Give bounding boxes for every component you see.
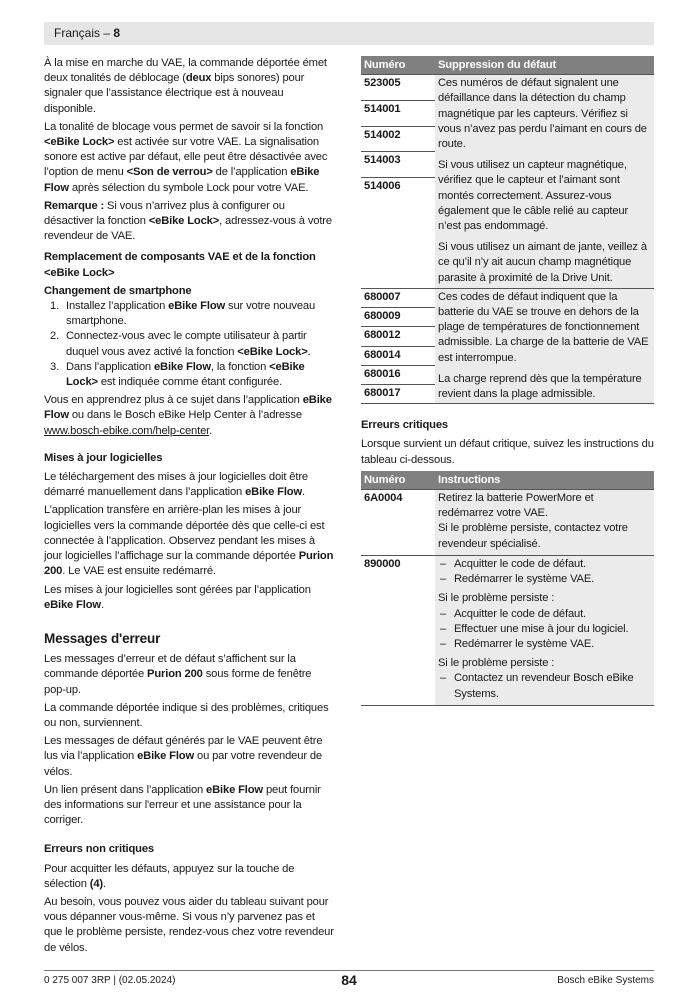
critical-table [361,471,654,706]
col-number-header: Numéro [361,56,435,75]
lock-tone-paragraph: La tonalité de blocage vous permet de savoir si la fonction <eBike Lock> est activée sur votre VAE. La signalisation sonore est active par défaut, elle peut être désactivée avec l’option de menu <Son de verrou> de l’application eBike Flow après sélection du symbole Lock pour votre VAE. [44,120,328,194]
right-column [361,56,654,706]
instruction-cell: – Acquitter le code de défaut. – Redémarrer le système VAE. Si le problème persiste : – Acquitter le code de défaut. – Effectuer une mise à jour du logiciel. – Redémarrer le système VAE. Si le problème persiste : – Contactez un revendeur Bosch eBike Systems. [435,555,654,705]
left-column [44,56,334,959]
error-code: 680014 [361,346,435,365]
help-center-link[interactable]: www.bosch-ebike.com/help-center [44,424,210,437]
instruction-cell: Retirez la batterie PowerMore et redémarrez votre VAE. Si le problème persiste, contactez votre revendeur spécialisé. [435,490,654,556]
critical-heading: Erreurs critiques [361,419,448,432]
errors-link-paragraph: Un lien présent dans l’application eBike Flow peut fournir des informations sur l'erreur et une assistance pour la corriger. [44,783,321,827]
brand-name: Bosch eBike Systems [557,975,654,986]
errors-heading: Messages d'erreur [44,630,161,646]
step-item: 1. Installez l’application eBike Flow sur votre nouveau smartphone. [50,300,316,328]
critical-intro: Lorsque survient un défaut critique, suivez les instructions du tableau ci-dessous. [361,438,654,466]
noncritical-heading: Erreurs non critiques [44,843,154,856]
table-row [361,555,654,705]
troubleshoot-paragraph: Au besoin, vous pouvez vous aider du tableau suivant pour vous dépanner vous-même. Si vous n’y parvenez pas et que le problème persiste, rendez-vous chez votre revendeur de vélos. [44,895,334,954]
errors-indicate-paragraph: La commande déportée indique si des problèmes, critiques ou non, surviennent. [44,701,329,729]
noncritical-table [361,56,654,404]
header-label: Français – 8 [54,26,121,40]
error-code: 514003 [361,152,435,178]
acknowledge-paragraph: Pour acquitter les défauts, appuyez sur la touche de sélection (4). [44,862,295,890]
help-paragraph: Vous en apprendrez plus à ce sujet dans l’application eBike Flow ou dans le Bosch eBike Help Center à l’adresse www.bosch-ebike.com/help-center. [44,394,332,437]
col-number-header: Numéro [361,471,435,490]
step-item: 3. Dans l’application eBike Flow, la fonction <eBike Lock> est indiquée comme étant configurée. [50,360,305,389]
table-row [361,490,654,556]
update-download-paragraph: Le téléchargement des mises à jour logicielles doit être démarré manuellement dans l’application eBike Flow. [44,471,308,499]
error-code: 680009 [361,308,435,327]
error-code: 514001 [361,100,435,126]
updates-heading: Mises à jour logicielles [44,451,163,464]
error-code: 890000 [361,555,435,705]
fix-cell: Ces numéros de défaut signalent une défaillance dans la détection du champ magnétique par les capteurs. Vérifiez si vous n’avez pas perdu l’aimant en cours de route. Si vous utilisez un capteur magnétique, vérifiez que le capteur et l’aimant sont montés correctement. Assurez-vous également que le câble relié au capteur n’est pas endommagé. Si vous utilisez un aimant de jante, veillez à ce qu’il n’y ait aucun champ magnétique parasite à proximité de la Drive Unit. [435,75,654,289]
col-instructions-header: Instructions [435,471,654,490]
errors-read-paragraph: Les messages de défaut générés par le VAE peuvent être lus via l’application eBike Flow ou par votre revendeur de vélos. [44,735,323,778]
errors-popup-paragraph: Les messages d’erreur et de défaut s’affichent sur la commande déportée Purion 200 sous forme de fenêtre pop-up. [44,653,312,696]
error-code: 6A0004 [361,490,435,556]
replace-heading: Remplacement de composants VAE et de la fonction <eBike Lock> [44,251,316,279]
error-code: 680012 [361,327,435,346]
error-code: 680017 [361,385,435,404]
error-code: 680007 [361,288,435,307]
col-fix-header: Suppression du défaut [435,56,654,75]
fix-cell: Ces codes de défaut indiquent que la batterie du VAE se trouve en dehors de la plage de températures de fonctionnement admissible. La charge de la batterie de VAE est interrompue. La charge reprend dès que la température revient dans la plage admissible. [435,288,654,403]
step-item: 2. Connectez-vous avec le compte utilisateur à partir duquel vous avez activé la fonction <eBike Lock>. [50,330,311,358]
update-managed-paragraph: Les mises à jour logicielles sont gérées par l’application eBike Flow. [44,583,311,611]
table-row [361,288,654,307]
page-number: 84 [341,972,357,988]
error-code: 514002 [361,126,435,152]
doc-reference: 0 275 007 3RP | (02.05.2024) [44,975,176,986]
error-code: 523005 [361,75,435,101]
error-code: 680016 [361,365,435,384]
table-row [361,75,654,101]
smartphone-heading: Changement de smartphone [44,284,192,297]
steps-list [44,299,334,390]
remark-paragraph: Remarque : Si vous n’arrivez plus à configurer ou désactiver la fonction <eBike Lock>, adressez-vous à votre revendeur de VAE. [44,199,332,243]
page-footer [44,970,654,991]
error-code: 514006 [361,177,435,288]
update-transfer-paragraph: L’application transfère en arrière-plan les mises à jour logicielles vers la commande déportée dès que celle-ci est connectée à l’application. Observez pendant les mises à jour logicielles l’affichage sur la commande déportée Purion 200. Le VAE est ensuite redémarré. [44,504,334,578]
page-header [44,22,654,45]
unlock-tone-paragraph: À la mise en marche du VAE, la commande déportée émet deux tonalités de déblocage (deux bips sonores) pour signaler que l’assistance électrique est à nouveau disponible. [44,57,327,115]
